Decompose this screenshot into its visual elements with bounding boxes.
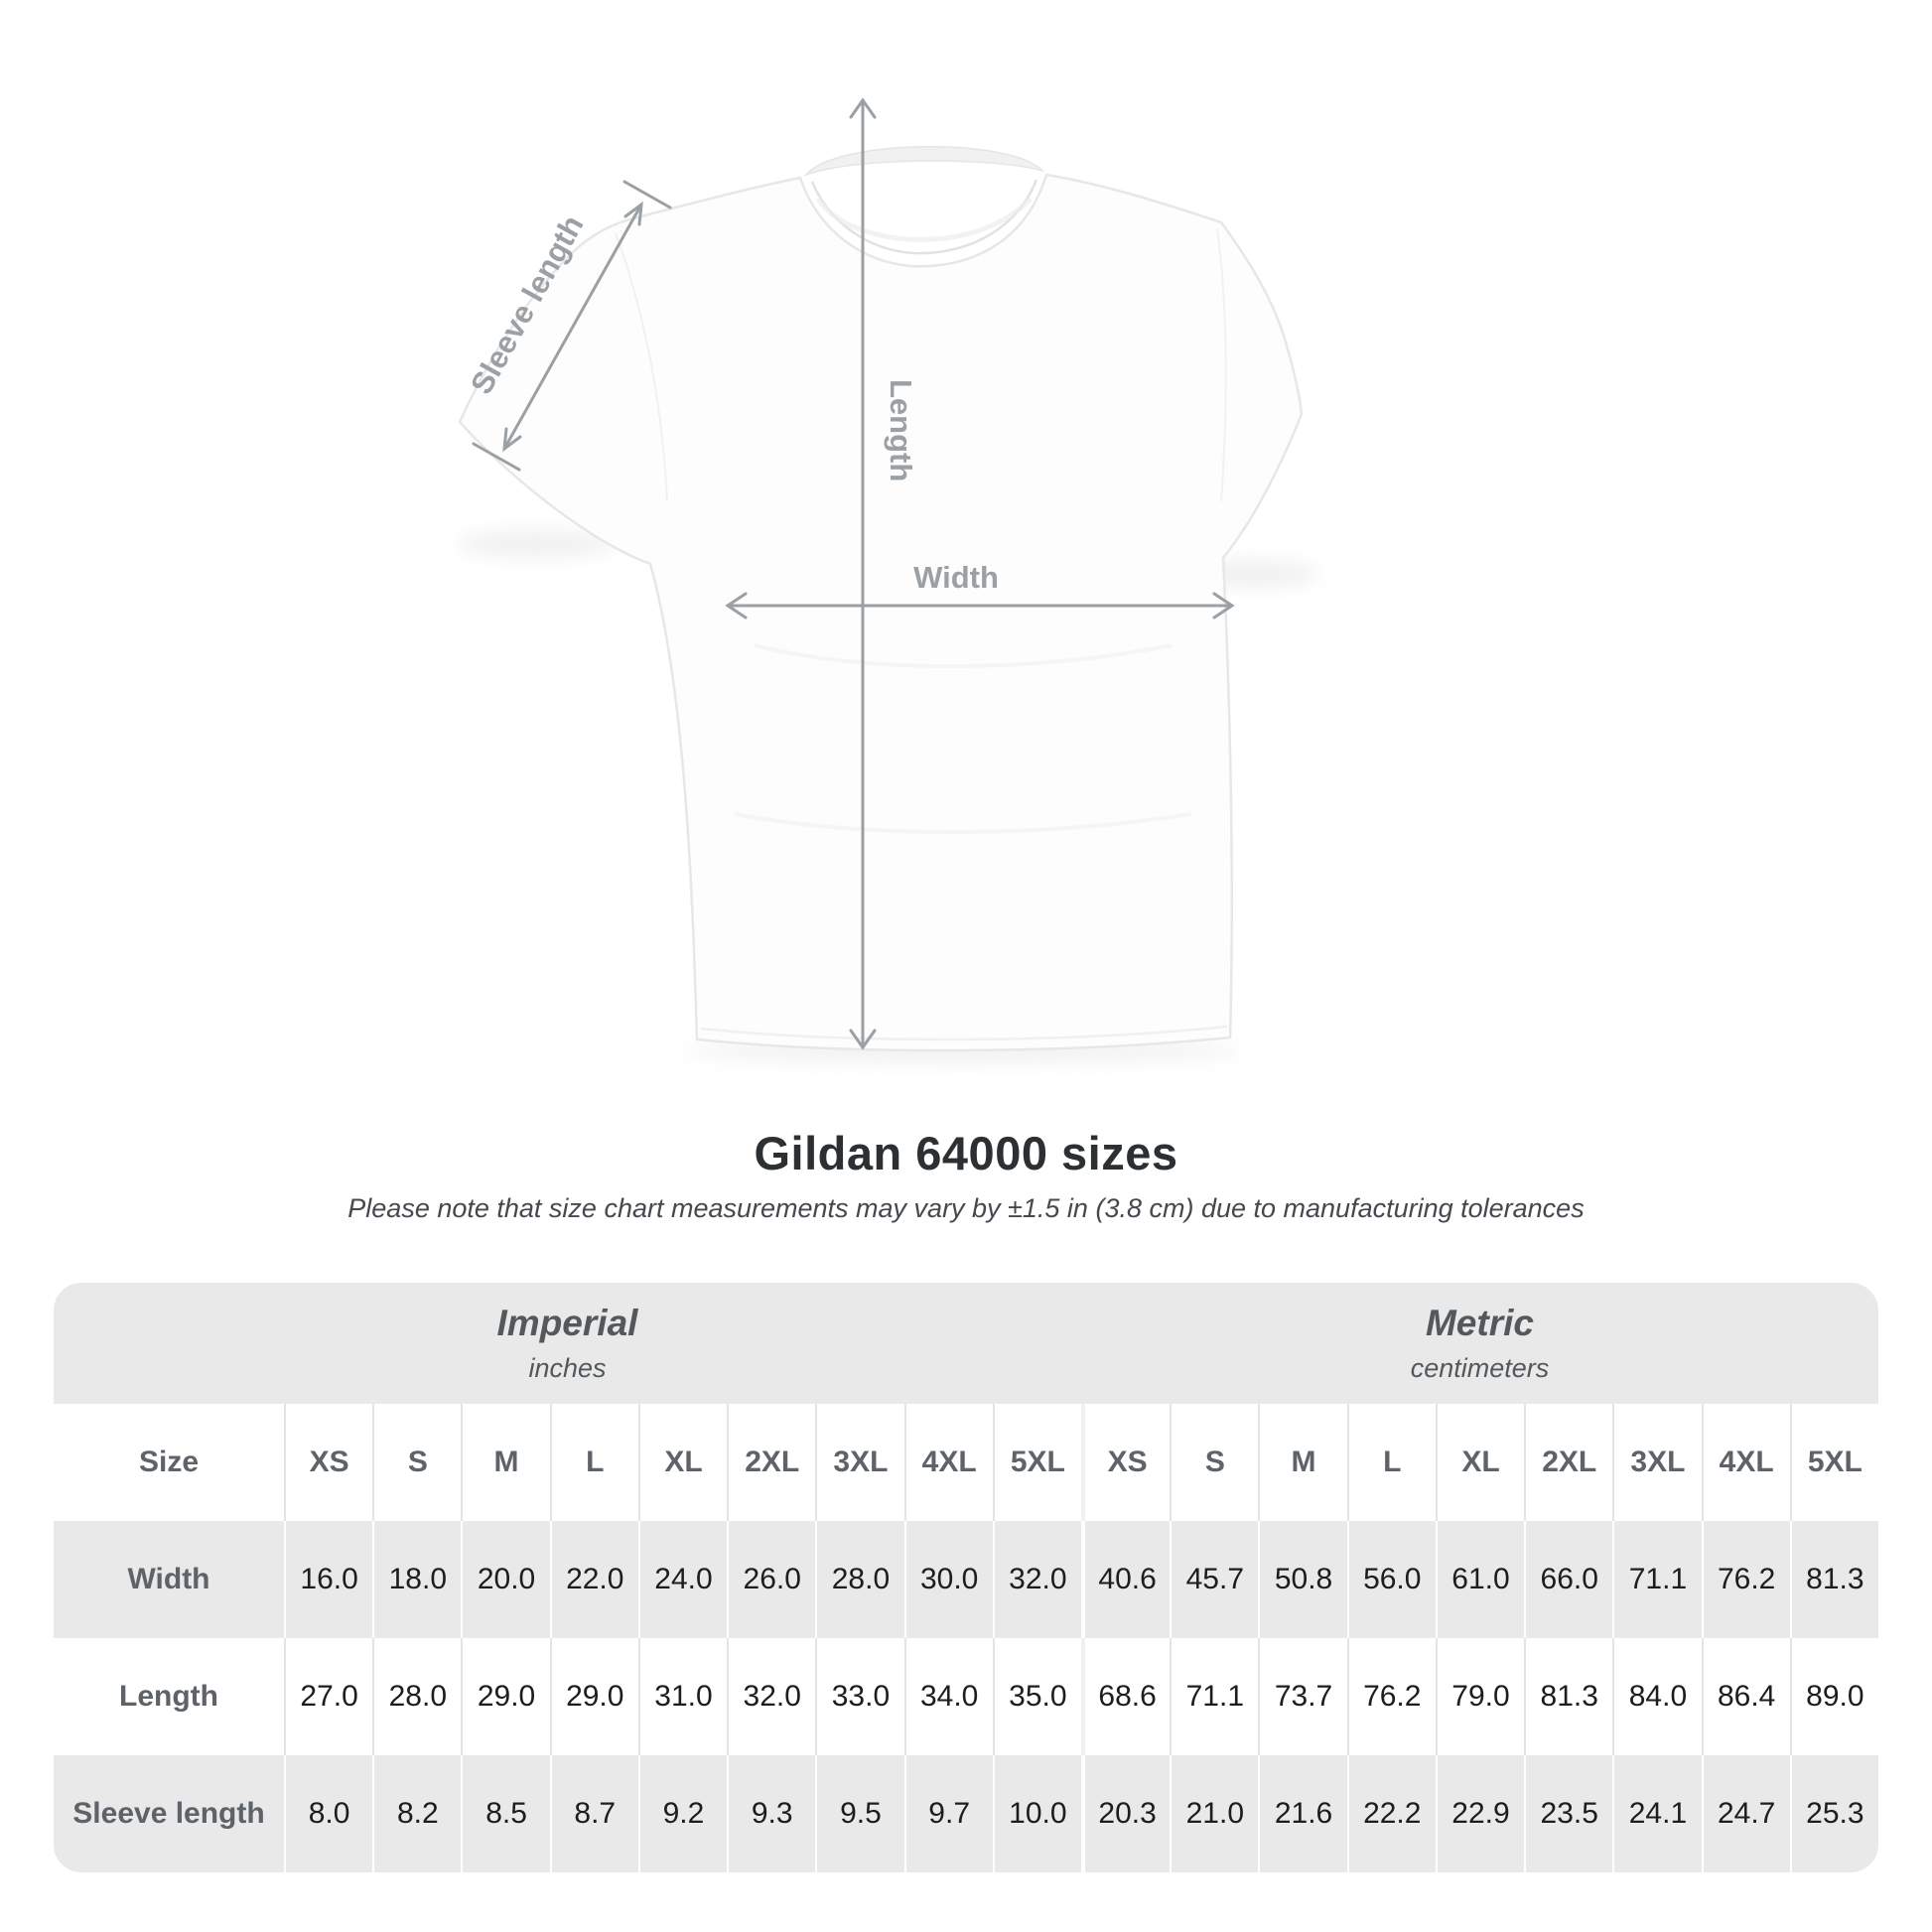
size-header-imperial-1: S bbox=[372, 1404, 461, 1521]
unit-group-imperial bbox=[54, 1283, 1081, 1404]
value-metric-row1-col8: 89.0 bbox=[1790, 1638, 1878, 1755]
value-imperial-row2-col7: 9.7 bbox=[904, 1755, 993, 1872]
value-imperial-row1-col5: 32.0 bbox=[727, 1638, 815, 1755]
size-table bbox=[54, 1283, 1878, 1872]
value-metric-row2-col0: 20.3 bbox=[1081, 1755, 1170, 1872]
value-imperial-row1-col7: 34.0 bbox=[904, 1638, 993, 1755]
value-metric-row0-col8: 81.3 bbox=[1790, 1521, 1878, 1638]
size-header-imperial-3: L bbox=[550, 1404, 638, 1521]
size-header-metric-0: XS bbox=[1081, 1404, 1170, 1521]
value-imperial-row1-col2: 29.0 bbox=[461, 1638, 549, 1755]
value-metric-row2-col2: 21.6 bbox=[1258, 1755, 1346, 1872]
size-header-metric-3: L bbox=[1347, 1404, 1436, 1521]
value-metric-row2-col6: 24.1 bbox=[1612, 1755, 1701, 1872]
value-metric-row1-col5: 81.3 bbox=[1524, 1638, 1612, 1755]
value-imperial-row0-col1: 18.0 bbox=[372, 1521, 461, 1638]
value-metric-row1-col4: 79.0 bbox=[1436, 1638, 1524, 1755]
value-metric-row0-col6: 71.1 bbox=[1612, 1521, 1701, 1638]
tshirt-illustration bbox=[460, 147, 1302, 1050]
value-metric-row0-col5: 66.0 bbox=[1524, 1521, 1612, 1638]
value-imperial-row0-col3: 22.0 bbox=[550, 1521, 638, 1638]
length-label: Length bbox=[884, 379, 918, 483]
size-header-metric-2: M bbox=[1258, 1404, 1346, 1521]
imperial-group-label: Imperial bbox=[496, 1303, 638, 1343]
value-imperial-row2-col4: 9.2 bbox=[638, 1755, 727, 1872]
value-metric-row0-col2: 50.8 bbox=[1258, 1521, 1346, 1638]
value-metric-row2-col5: 23.5 bbox=[1524, 1755, 1612, 1872]
value-imperial-row2-col3: 8.7 bbox=[550, 1755, 638, 1872]
value-metric-row2-col3: 22.2 bbox=[1347, 1755, 1436, 1872]
value-imperial-row0-col4: 24.0 bbox=[638, 1521, 727, 1638]
size-column-header: Size bbox=[54, 1404, 284, 1521]
value-metric-row0-col7: 76.2 bbox=[1702, 1521, 1790, 1638]
value-imperial-row0-col5: 26.0 bbox=[727, 1521, 815, 1638]
size-header-imperial-5: 2XL bbox=[727, 1404, 815, 1521]
size-header-metric-5: 2XL bbox=[1524, 1404, 1612, 1521]
row-label-2: Sleeve length bbox=[54, 1755, 284, 1872]
value-imperial-row1-col1: 28.0 bbox=[372, 1638, 461, 1755]
size-header-imperial-2: M bbox=[461, 1404, 549, 1521]
page-title: Gildan 64000 sizes bbox=[754, 1127, 1178, 1179]
collar-back bbox=[806, 147, 1042, 175]
value-imperial-row2-col0: 8.0 bbox=[284, 1755, 372, 1872]
value-imperial-row1-col8: 35.0 bbox=[993, 1638, 1081, 1755]
value-imperial-row2-col2: 8.5 bbox=[461, 1755, 549, 1872]
row-label-0: Width bbox=[54, 1521, 284, 1638]
page-subtitle: Please note that size chart measurements may vary by ±1.5 in (3.8 cm) due to manufacturing tolerances bbox=[347, 1193, 1585, 1223]
value-metric-row2-col8: 25.3 bbox=[1790, 1755, 1878, 1872]
value-imperial-row0-col0: 16.0 bbox=[284, 1521, 372, 1638]
size-header-metric-6: 3XL bbox=[1612, 1404, 1701, 1521]
value-imperial-row0-col6: 28.0 bbox=[815, 1521, 903, 1638]
value-imperial-row2-col1: 8.2 bbox=[372, 1755, 461, 1872]
row-label-1: Length bbox=[54, 1638, 284, 1755]
imperial-group-unit: inches bbox=[528, 1353, 607, 1383]
value-metric-row0-col3: 56.0 bbox=[1347, 1521, 1436, 1638]
value-imperial-row2-col6: 9.5 bbox=[815, 1755, 903, 1872]
value-imperial-row0-col2: 20.0 bbox=[461, 1521, 549, 1638]
size-header-metric-4: XL bbox=[1436, 1404, 1524, 1521]
width-label: Width bbox=[913, 560, 999, 595]
size-header-metric-1: S bbox=[1170, 1404, 1258, 1521]
value-metric-row0-col1: 45.7 bbox=[1170, 1521, 1258, 1638]
size-header-imperial-6: 3XL bbox=[815, 1404, 903, 1521]
metric-group-unit: centimeters bbox=[1410, 1353, 1550, 1383]
size-header-metric-8: 5XL bbox=[1790, 1404, 1878, 1521]
value-metric-row1-col3: 76.2 bbox=[1347, 1638, 1436, 1755]
value-metric-row2-col1: 21.0 bbox=[1170, 1755, 1258, 1872]
value-metric-row1-col0: 68.6 bbox=[1081, 1638, 1170, 1755]
value-imperial-row1-col4: 31.0 bbox=[638, 1638, 727, 1755]
value-metric-row1-col7: 86.4 bbox=[1702, 1638, 1790, 1755]
value-metric-row2-col7: 24.7 bbox=[1702, 1755, 1790, 1872]
value-metric-row1-col6: 84.0 bbox=[1612, 1638, 1701, 1755]
value-metric-row1-col2: 73.7 bbox=[1258, 1638, 1346, 1755]
sleeve-length-label: Sleeve length bbox=[464, 209, 591, 400]
value-imperial-row2-col5: 9.3 bbox=[727, 1755, 815, 1872]
unit-group-metric bbox=[1081, 1283, 1878, 1404]
value-imperial-row1-col6: 33.0 bbox=[815, 1638, 903, 1755]
value-metric-row2-col4: 22.9 bbox=[1436, 1755, 1524, 1872]
size-header-imperial-7: 4XL bbox=[904, 1404, 993, 1521]
value-imperial-row2-col8: 10.0 bbox=[993, 1755, 1081, 1872]
value-imperial-row1-col0: 27.0 bbox=[284, 1638, 372, 1755]
size-header-metric-7: 4XL bbox=[1702, 1404, 1790, 1521]
value-imperial-row0-col7: 30.0 bbox=[904, 1521, 993, 1638]
size-header-imperial-0: XS bbox=[284, 1404, 372, 1521]
value-metric-row1-col1: 71.1 bbox=[1170, 1638, 1258, 1755]
size-header-imperial-4: XL bbox=[638, 1404, 727, 1521]
value-imperial-row1-col3: 29.0 bbox=[550, 1638, 638, 1755]
value-imperial-row0-col8: 32.0 bbox=[993, 1521, 1081, 1638]
size-header-imperial-8: 5XL bbox=[993, 1404, 1081, 1521]
value-metric-row0-col4: 61.0 bbox=[1436, 1521, 1524, 1638]
value-metric-row0-col0: 40.6 bbox=[1081, 1521, 1170, 1638]
metric-group-label: Metric bbox=[1425, 1303, 1534, 1343]
